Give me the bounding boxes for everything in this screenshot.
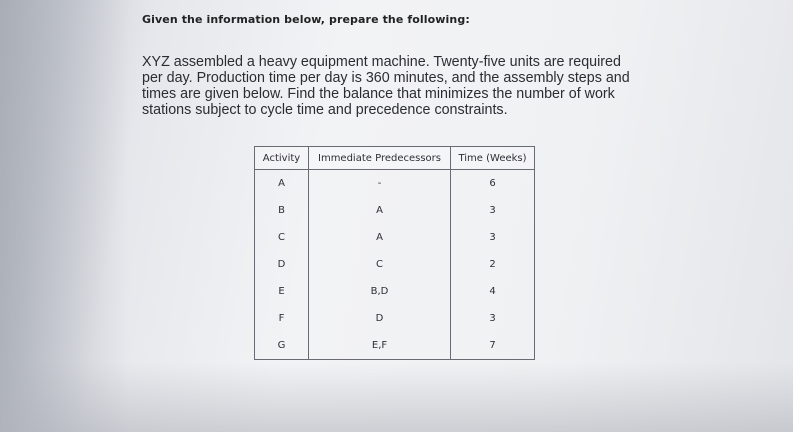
time-cell: 2: [451, 251, 535, 278]
activity-cell: F: [255, 305, 309, 332]
column-header-time: Time (Weeks): [451, 147, 535, 170]
activity-cell: E: [255, 278, 309, 305]
column-header-activity: Activity: [255, 147, 309, 170]
table-row: [255, 197, 535, 224]
time-cell: 3: [451, 224, 535, 251]
predecessors-cell: E,F: [309, 332, 451, 360]
table-row: [255, 305, 535, 332]
table-header-row: [255, 147, 535, 170]
precedence-table: [254, 146, 535, 360]
problem-line: stations subject to cycle time and precedence constraints.: [142, 102, 508, 118]
problem-line: XYZ assembled a heavy equipment machine. Twenty-five units are required: [142, 54, 621, 70]
problem-statement: [142, 54, 642, 118]
time-cell: 4: [451, 278, 535, 305]
shadow-bottom: [0, 362, 793, 432]
predecessors-cell: B,D: [309, 278, 451, 305]
predecessors-cell: A: [309, 224, 451, 251]
page-heading: Given the information below, prepare the following:: [142, 13, 470, 26]
time-cell: 3: [451, 305, 535, 332]
table-row: [255, 170, 535, 198]
table-row: [255, 251, 535, 278]
table-row: [255, 278, 535, 305]
predecessors-cell: A: [309, 197, 451, 224]
predecessors-cell: C: [309, 251, 451, 278]
table-row: [255, 332, 535, 360]
predecessors-cell: D: [309, 305, 451, 332]
time-cell: 6: [451, 170, 535, 198]
column-header-predecessors: Immediate Predecessors: [309, 147, 451, 170]
problem-line: per day. Production time per day is 360 minutes, and the assembly steps and: [142, 70, 630, 86]
table-row: [255, 224, 535, 251]
shadow-left: [0, 0, 130, 432]
problem-line: times are given below. Find the balance that minimizes the number of work: [142, 86, 615, 102]
predecessors-cell: -: [309, 170, 451, 198]
activity-cell: D: [255, 251, 309, 278]
activity-cell: A: [255, 170, 309, 198]
time-cell: 3: [451, 197, 535, 224]
time-cell: 7: [451, 332, 535, 360]
activity-cell: B: [255, 197, 309, 224]
activity-cell: C: [255, 224, 309, 251]
activity-cell: G: [255, 332, 309, 360]
